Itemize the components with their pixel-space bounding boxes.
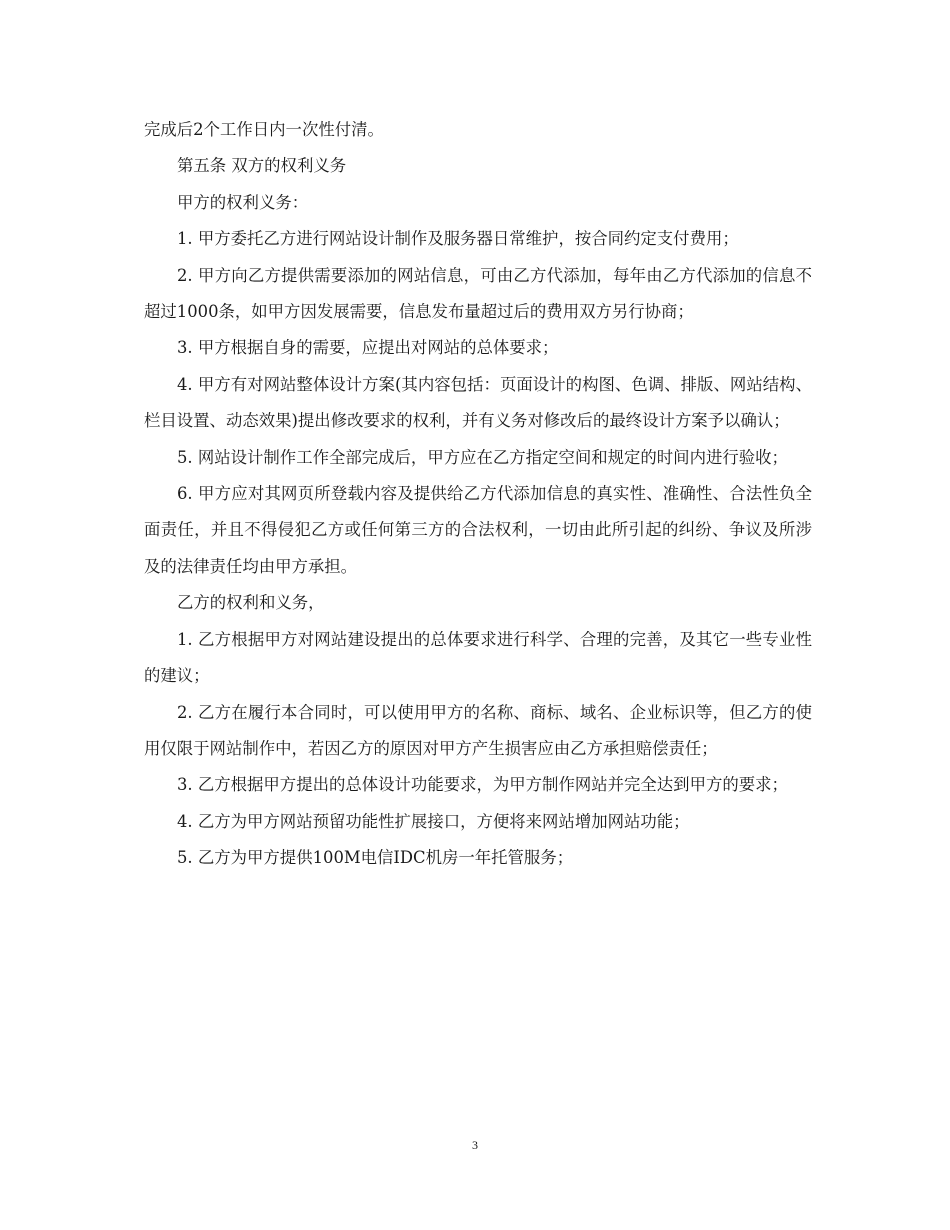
document-body <box>144 112 812 877</box>
party-b-rights-heading: 乙方的权利和义务， <box>177 593 325 613</box>
party-a-rights-heading: 甲方的权利义务： <box>177 192 309 212</box>
party-b-item-1: 1. 乙方根据甲方对网站建设提出的总体要求进行科学、合理的完善，及其它一些专业性的建议； <box>144 629 812 686</box>
party-b-item-5: 5. 乙方为甲方提供100M电信IDC机房一年托管服务； <box>177 848 574 868</box>
party-a-item-2: 2. 甲方向乙方提供需要添加的网站信息，可由乙方代添加，每年由乙方代添加的信息不超过1000条，如甲方因发展需要，信息发布量超过后的费用双方另行协商； <box>144 265 812 322</box>
party-a-item-5: 5. 网站设计制作工作全部完成后，甲方应在乙方指定空间和规定的时间内进行验收； <box>177 447 788 467</box>
party-b-item-3: 3. 乙方根据甲方提出的总体设计功能要求，为甲方制作网站并完全达到甲方的要求； <box>177 775 788 795</box>
party-b-item-2: 2. 乙方在履行本合同时，可以使用甲方的名称、商标、域名、企业标识等，但乙方的使用仅限于网站制作中，若因乙方的原因对甲方产生损害应由乙方承担赔偿责任； <box>144 702 812 758</box>
party-a-item-6: 6. 甲方应对其网页所登载内容及提供给乙方代添加信息的真实性、准确性、合法性负全面责任，并且不得侵犯乙方或任何第三方的合法权利，一切由此所引起的纠纷、争议及所涉及的法律责任均由甲方承担。 <box>144 484 812 576</box>
party-a-item-4: 4. 甲方有对网站整体设计方案(其内容包括：页面设计的构图、色调、排版、网站结构、栏目设置、动态效果)提出修改要求的权利，并有义务对修改后的最终设计方案予以确认； <box>144 374 812 431</box>
payment-clause-continuation: 完成后2个工作日内一次性付清。 <box>144 120 384 139</box>
party-a-item-3: 3. 甲方根据自身的需要，应提出对网站的总体要求； <box>177 338 559 358</box>
article-five-heading: 第五条 双方的权利义务 <box>177 156 347 176</box>
page-number: 3 <box>472 1138 478 1152</box>
party-b-item-4: 4. 乙方为甲方网站预留功能性扩展接口，方便将来网站增加网站功能； <box>177 811 690 831</box>
party-a-item-1: 1. 甲方委托乙方进行网站设计制作及服务器日常维护，按合同约定支付费用； <box>177 229 739 249</box>
